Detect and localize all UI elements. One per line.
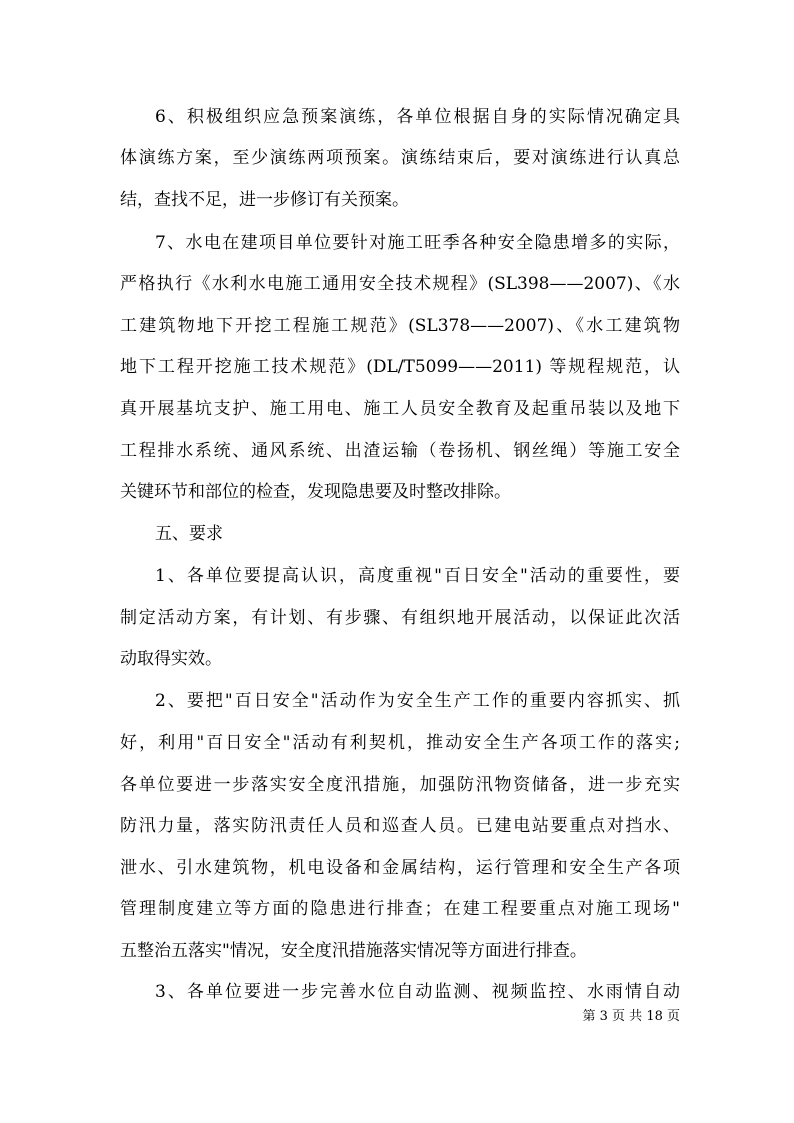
requirement-2-line-5: 泄水、引水建筑物，机电设备和金属结构，运行管理和安全生产各项 xyxy=(120,858,680,878)
paragraph-7-line-3: 工建筑物地下开挖工程施工规范》(SL378——2007)、《水工建筑物 xyxy=(120,316,680,336)
paragraph-7-line-2: 严格执行《水利水电施工通用安全技术规程》(SL398——2007)、《水 xyxy=(120,274,680,294)
paragraph-6-line-2: 体演练方案，至少演练两项预案。演练结束后，要对演练进行认真总 xyxy=(120,148,680,168)
requirement-1-line-1: 1、各单位要提高认识，高度重视"百日安全"活动的重要性，要 xyxy=(155,566,680,586)
requirement-2-line-7: 五整治五落实"情况，安全度汛措施落实情况等方面进行排查。 xyxy=(120,941,587,961)
requirement-2-line-2: 好，利用"百日安全"活动有利契机，推动安全生产各项工作的落实; xyxy=(120,733,680,753)
paragraph-7-line-1: 7、水电在建项目单位要针对施工旺季各种安全隐患增多的实际， xyxy=(155,233,680,253)
paragraph-7-line-6: 工程排水系统、通风系统、出渣运输（卷扬机、钢丝绳）等施工安全 xyxy=(120,441,680,461)
section-heading-requirements: 五、要求 xyxy=(155,524,223,544)
requirement-1-line-2: 制定活动方案，有计划、有步骤、有组织地开展活动，以保证此次活 xyxy=(120,608,680,628)
requirement-2-line-6: 管理制度建立等方面的隐患进行排查；在建工程要重点对施工现场" xyxy=(120,899,680,919)
paragraph-7-line-7: 关键环节和部位的检查，发现隐患要及时整改排除。 xyxy=(120,482,511,502)
requirement-1-line-3: 动取得实效。 xyxy=(120,649,222,669)
requirement-2-line-4: 防汛力量，落实防汛责任人员和巡查人员。已建电站要重点对挡水、 xyxy=(120,816,680,836)
page-number-footer: 第 3 页 共 18 页 xyxy=(582,1009,680,1024)
paragraph-6-line-3: 结，查找不足，进一步修订有关预案。 xyxy=(120,190,409,210)
requirement-2-line-3: 各单位要进一步落实安全度汛措施，加强防汛物资储备，进一步充实 xyxy=(120,775,680,795)
paragraph-7-line-4: 地下工程开挖施工技术规范》(DL/T5099——2011) 等规程规范，认 xyxy=(120,357,680,377)
paragraph-7-line-5: 真开展基坑支护、施工用电、施工人员安全教育及起重吊装以及地下 xyxy=(120,399,680,419)
paragraph-6-line-1: 6、积极组织应急预案演练，各单位根据自身的实际情况确定具 xyxy=(155,107,680,127)
requirement-3-line-1: 3、各单位要进一步完善水位自动监测、视频监控、水雨情自动 xyxy=(155,982,680,1002)
requirement-2-line-1: 2、要把"百日安全"活动作为安全生产工作的重要内容抓实、抓 xyxy=(155,691,680,711)
